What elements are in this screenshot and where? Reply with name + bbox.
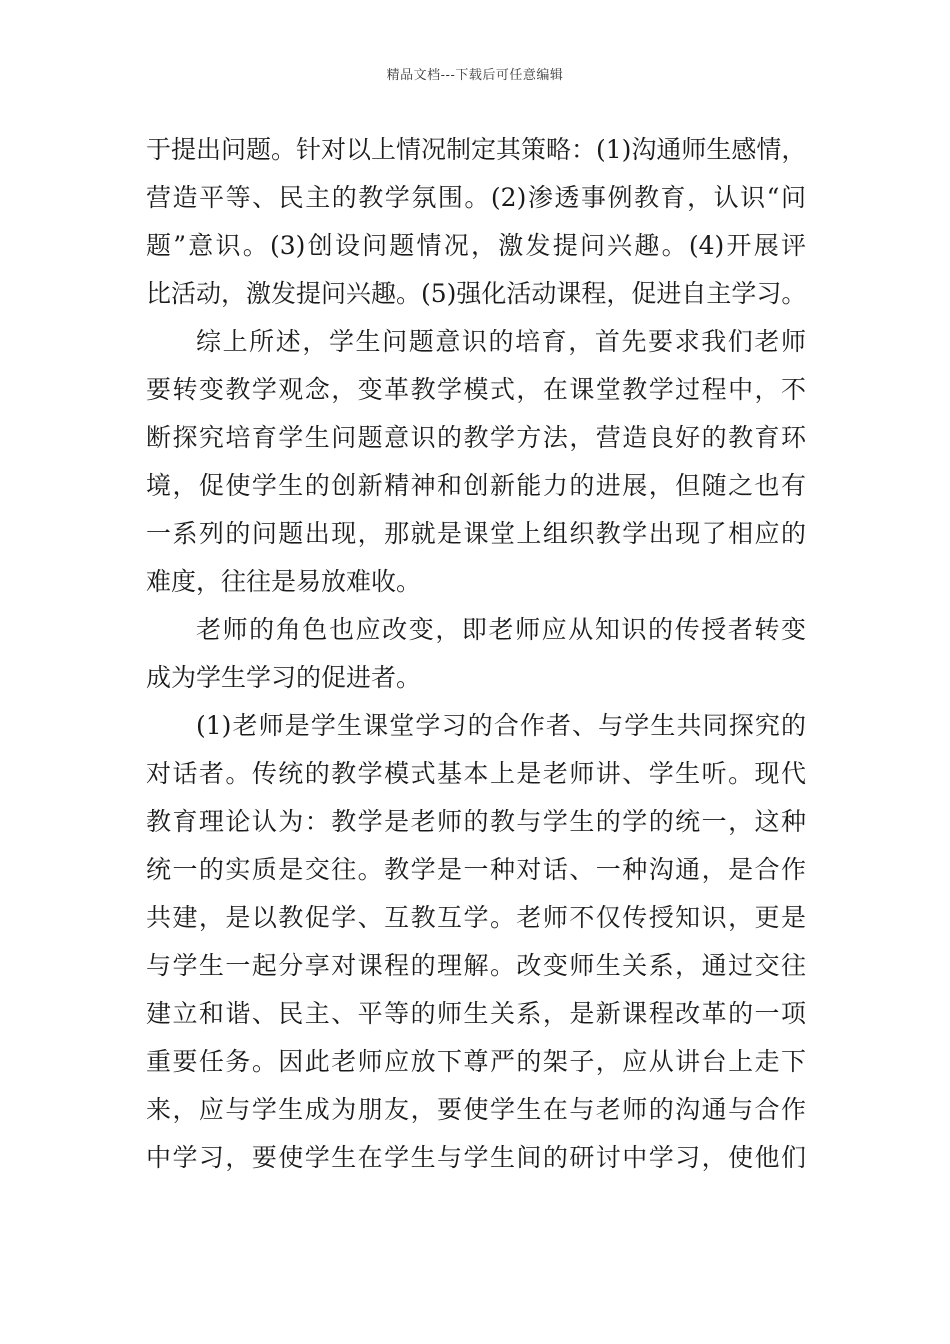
text-line: 建立和谐、民主、平等的师生关系，是新课程改革的一项 xyxy=(146,999,806,1028)
document-body xyxy=(146,126,806,1182)
text-line: 重要任务。因此老师应放下尊严的架子，应从讲台上走下 xyxy=(146,1047,806,1076)
page-header-watermark: 精品文档---下载后可任意编辑 xyxy=(386,68,564,83)
text-line: 难度，往往是易放难收。 xyxy=(146,567,422,596)
text-line: 与学生一起分享对课程的理解。改变师生关系，通过交往 xyxy=(146,951,806,980)
text-line: 教育理论认为：教学是老师的教与学生的学的统一，这种 xyxy=(146,807,806,836)
text-line: 综上所述，学生问题意识的培育，首先要求我们老师 xyxy=(196,327,806,356)
text-line: 题”意识。(3)创设问题情况，激发提问兴趣。(4)开展评 xyxy=(146,231,806,260)
text-line: 一系列的问题出现，那就是课堂上组织教学出现了相应的 xyxy=(146,519,806,548)
text-line: 老师的角色也应改变，即老师应从知识的传授者转变 xyxy=(196,615,806,644)
paragraph-teacher-cooperator xyxy=(146,702,806,1182)
text-line: 共建，是以教促学、互教互学。老师不仅传授知识，更是 xyxy=(146,903,806,932)
text-line: 断探究培育学生问题意识的教学方法，营造良好的教育环 xyxy=(146,423,806,452)
text-line: 比活动，激发提问兴趣。(5)强化活动课程，促进自主学习。 xyxy=(146,279,807,308)
text-line: 营造平等、民主的教学氛围。(2)渗透事例教育，认识“问 xyxy=(146,183,806,212)
text-line: 对话者。传统的教学模式基本上是老师讲、学生听。现代 xyxy=(146,759,806,788)
text-line: 统一的实质是交往。教学是一种对话、一种沟通，是合作 xyxy=(146,855,806,884)
text-line: 成为学生学习的促进者。 xyxy=(146,663,422,692)
paragraph-summary xyxy=(146,318,806,606)
text-line: (1)老师是学生课堂学习的合作者、与学生共同探究的 xyxy=(196,711,806,740)
text-line: 来，应与学生成为朋友，要使学生在与老师的沟通与合作 xyxy=(146,1095,806,1124)
paragraph-strategies xyxy=(146,126,806,318)
text-line: 境，促使学生的创新精神和创新能力的进展，但随之也有 xyxy=(146,471,806,500)
text-line: 于提出问题。针对以上情况制定其策略：(1)沟通师生感情， xyxy=(146,135,807,164)
text-line: 要转变教学观念，变革教学模式，在课堂教学过程中，不 xyxy=(146,375,806,404)
paragraph-teacher-role xyxy=(146,606,806,702)
text-line: 中学习，要使学生在学生与学生间的研讨中学习，使他们 xyxy=(146,1143,806,1172)
